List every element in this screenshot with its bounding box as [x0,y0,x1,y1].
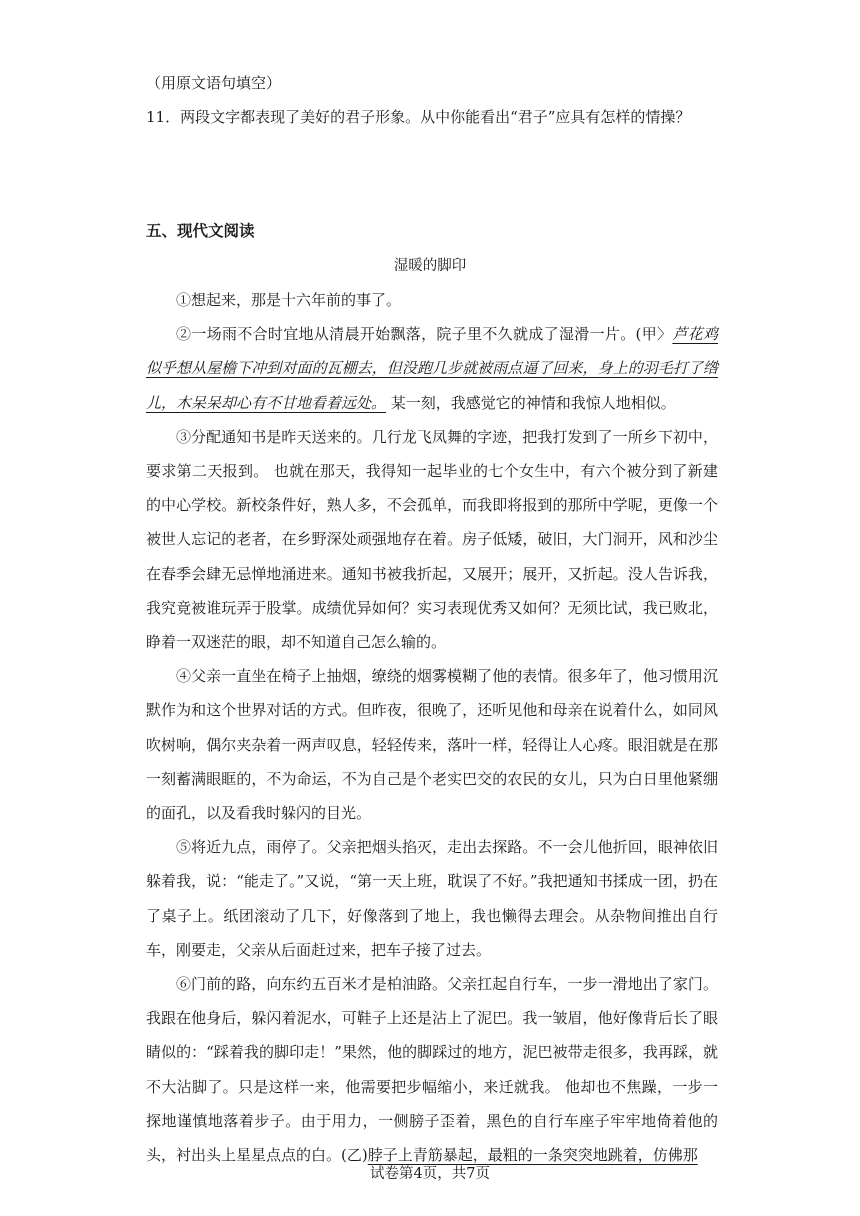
page-footer: 试卷第4页，共7页 [370,1166,490,1182]
fill-instruction: （用原文语句填空） [146,74,282,92]
paragraph-5: ⑤将近九点，雨停了。父亲把烟头掐灭，走出去探路。不一会儿他折回，眼神依旧躲着我，说：“能走了。”又说，“第一天上班，耽误了不好。”我把通知书揉成一团，扔在了桌子上。纸团滚动了几下，好像落到了地上，我也懒得去理会。从杂物间推出自行车，刚要走，父亲从后面赶过来，把车子接了过去。 [146,838,718,959]
paragraph-2-end: 某一刻，我感觉它的神情和我惊人地相似。 [386,393,676,412]
paragraph-3: ③分配通知书是昨天送来的。几行龙飞凤舞的字迹，把我打发到了一所乡下初中，要求第二天报到。 也就在那天，我得知一起毕业的七个女生中，有六个被分到了新建的中心学校。新校条件好，熟人多，不会孤单，而我即将报到的那所中学呢，更像一个被世人忘记的老者，在乡野深处顽强地存在着。房子低矮，破旧，大门洞开，风和沙尘在春季会肆无忌惮地涌进来。通知书被我折起，又展开；展开，又折起。没人告诉我，我究竟被谁玩弄于股掌。成绩优异如何？实习表现优秀又如何？无须比试，我已败北，睁着一双迷茫的眼，却不知道自己怎么输的。 [146,427,718,652]
paragraph-6-text: ⑥门前的路，向东约五百米才是柏油路。父亲扛起自行车，一步一滑地出了家门。我跟在他身后，躲闪着泥水，可鞋子上还是沾上了泥巴。我一皱眉，他好像背后长了眼睛似的：“踩着我的脚印走！”果然，他的脚踩过的地方，泥巴被带走很多，我再踩，就不大沾脚了。只是这样一来，他需要把步幅缩小，来迁就我。 他却也不焦躁，一步一探地谨慎地落着步子。由于用力，一侧膀子歪着，黑色的自行车座子牢牢地倚着他的头，衬出头上星星点点的白。(乙) [146,975,718,1165]
paragraph-2 [146,317,718,420]
paragraph-2-intro: ②一场雨不合时宜地从清晨开始飘落，院子里不久就成了湿滑一片。(甲〉 [176,325,673,344]
article-title: 湿暖的脚印 [393,258,467,274]
paragraph-4: ④父亲一直坐在椅子上抽烟，缭绕的烟雾模糊了他的表情。很多年了，他习惯用沉默作为和这个世界对话的方式。但昨夜，很晚了，还听见他和母亲在说着什么，如同风吹树响，偶尔夹杂着一两声叹息，轻轻传来，落叶一样，轻得让人心疼。眼泪就是在那一刻蓄满眼眶的，不为命运，不为自己是个老实巴交的农民的女儿，只为白日里他紧绷的面孔，以及看我时躲闪的目光。 [146,667,718,823]
underlined-passage-jia: 芦花鸡似乎想从屋檐下冲到对面的瓦棚去，但没跑几步就被雨点逼了回来，身上的羽毛打了绺儿，木呆呆却心有不甘地看着远处。 [146,325,718,412]
question-11: 11．两段文字都表现了美好的君子形象。从中你能看出“君子”应具有怎样的情操？ [146,108,691,126]
section-heading: 五、现代文阅读 [146,221,255,240]
paragraph-6 [146,967,718,1172]
underlined-passage-yi: 脖子上青筋暴起，最粗的一条突突地跳着，仿佛那 [367,1146,698,1165]
paragraph-1: ①想起来，那是十六年前的事了。 [176,291,402,309]
article-body [146,283,718,1172]
